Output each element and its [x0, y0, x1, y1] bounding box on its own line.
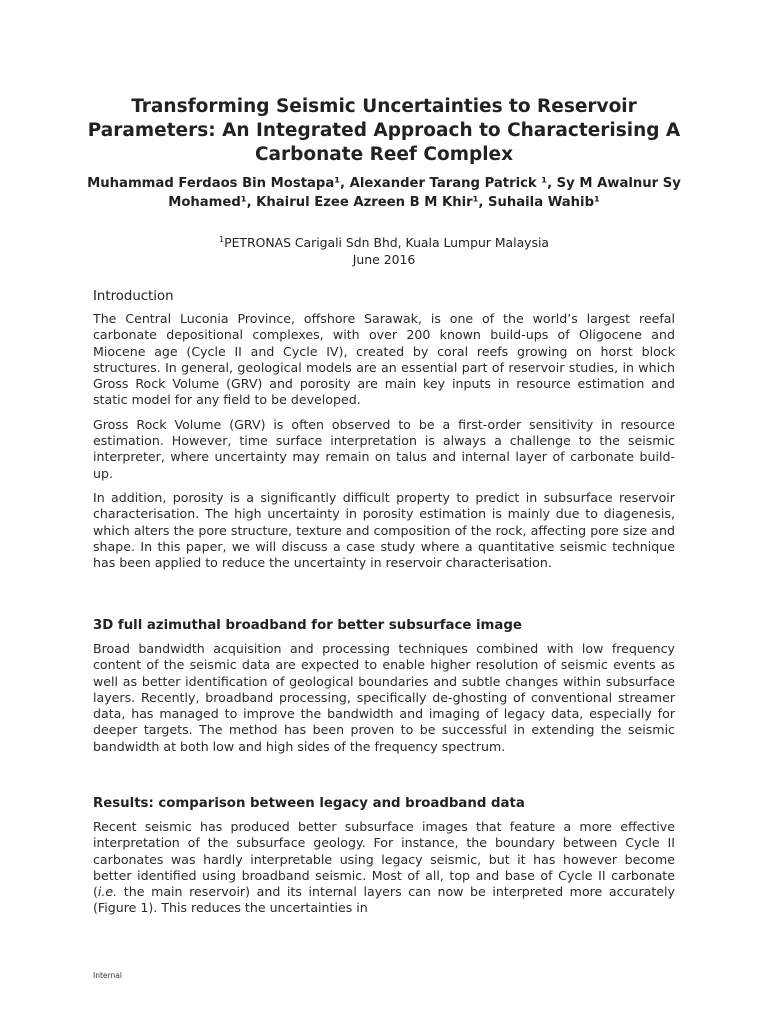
- section-broadband: [93, 618, 675, 755]
- paragraph-intro-2: Gross Rock Volume (GRV) is often observed to be a first-order sensitivity in resource estimation. However, time surface interpretation is always a challenge to the seismic interpreter, where uncertainty may remain on talus and internal layer of carbonate build-up.: [93, 416, 675, 481]
- results-text-end: the main reservoir) and its internal layers can now be interpreted more accurately (Figure 1). This reduces the uncertainties in: [93, 884, 675, 916]
- paragraph-results-1: [93, 819, 675, 917]
- results-text-start: Recent seismic has produced better subsurface images that feature a more effective interpretation of the subsurface geology. For instance, the boundary between Cycle II carbonates was hardly interpretable using legacy seismic, but it has however become better identified using broadband seismic. Most of all, top and base of Cycle II carbonate (: [93, 819, 675, 900]
- section-heading-introduction: Introduction: [93, 289, 174, 304]
- section-introduction: [93, 289, 675, 571]
- paper-title: Transforming Seismic Uncertainties to Reservoir Parameters: An Integrated Approach to Characterising A Carbonate Reef Complex: [87, 96, 681, 165]
- affiliation-line: [80, 232, 688, 252]
- affiliation-block: [80, 232, 688, 268]
- footer-classification: Internal: [93, 971, 122, 980]
- affiliation-marker: 1: [219, 235, 225, 244]
- paragraph-intro-3: In addition, porosity is a significantly difficult property to predict in subsurface reservoir characterisation. The high uncertainty in porosity estimation is mainly due to diagenesis, which alters the pore structure, texture and composition of the rock, affecting pore size and shape. In this paper, we will discuss a case study where a quantitative seismic technique has been applied to reduce the uncertainty in reservoir characterisation.: [93, 489, 675, 571]
- section-results: [93, 796, 675, 917]
- affiliation-text: PETRONAS Carigali Sdn Bhd, Kuala Lumpur Malaysia: [224, 235, 549, 251]
- section-heading-results: Results: comparison between legacy and broadband data: [93, 796, 525, 811]
- author-list: Muhammad Ferdaos Bin Mostapa¹, Alexander Tarang Patrick ¹, Sy M Awalnur Sy Mohamed¹, Khairul Ezee Azreen B M Khir¹, Suhaila Wahib¹: [87, 176, 681, 210]
- paragraph-broadband-1: Broad bandwidth acquisition and processing techniques combined with low frequency content of the seismic data are expected to enable higher resolution of seismic events as well as better identification of geological boundaries and subtle changes within subsurface layers. Recently, broadband processing, specifically de-ghosting of conventional streamer data, has managed to improve the bandwidth and imaging of legacy data, especially for deeper targets. The method has been proven to be successful in extending the seismic bandwidth at both low and high sides of the frequency spectrum.: [93, 641, 675, 754]
- section-heading-broadband: 3D full azimuthal broadband for better subsurface image: [93, 618, 522, 633]
- paragraph-intro-1: The Central Luconia Province, offshore Sarawak, is one of the world’s largest reefal carbonate depositional complexes, with over 200 known build-ups of Oligocene and Miocene age (Cycle II and Cycle IV), created by coral reefs growing on horst block structures. In general, geological models are an essential part of reservoir studies, in which Gross Rock Volume (GRV) and porosity are main key inputs in resource estimation and static model for any field to be developed.: [93, 311, 675, 408]
- results-text-italic: i.e.: [97, 884, 118, 900]
- publication-date: June 2016: [352, 251, 416, 267]
